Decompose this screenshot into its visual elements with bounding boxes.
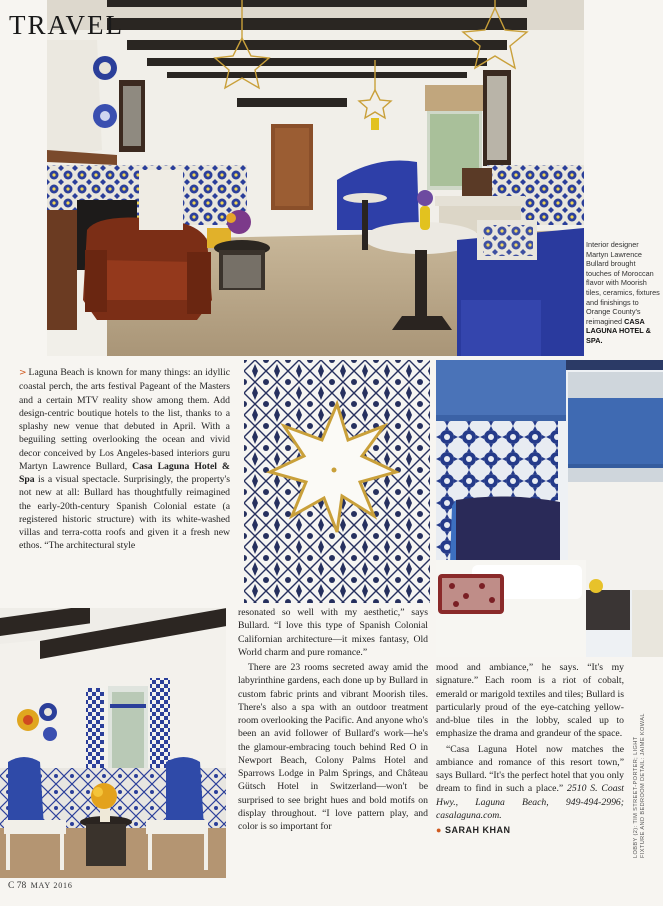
caption-hotel-name: CASA LAGUNA HOTEL & SPA. [586, 316, 651, 345]
photo-caption [586, 240, 662, 346]
intro-text: Laguna Beach is known for many things: an idyllic coastal perch, the arts festival Pageant of the Masters and a certain MTV reality show among them. Add design-centric boutique hotels to the list, thanks to a splashy new venue that debuted in April. With a beguiling setting overlooking the ocean and vivid decor conceived by Los Angeles-based interiors guru Martyn Lawrence Bullard, [19, 367, 230, 472]
col3-paragraph-1: mood and ambiance,” he says. “It's my signature.” Each room is a riot of cobalt, emerald or marigold textiles and tiles; Bullard is particularly proud of the eye-catching yellow-and-blue tiles in the lobby, scaled up to emphasize the drama and grandeur of the space. [436, 662, 624, 740]
copyright-icon: C [8, 881, 15, 891]
article-column-1 [19, 366, 230, 553]
bullet-icon: ● [436, 825, 442, 835]
light-fixture-photo [244, 360, 430, 603]
col2-paragraph-1: resonated so well with my aesthetic,” says Bullard. “I love this type of Spanish Colonial Californian architecture—it mixes fantasy, Old World charm and pure romance.” [238, 607, 428, 658]
intro-text-cont: is a visual spectacle. Surprisingly, the property's not new at all: Bullard has thoughtfully reimagined the early-20th-century Spanish Colonial estate (a registered historic structure) with its white-washed villas and terra-cotta roofs and given it a fresh new ethos. “The architectural style [19, 474, 231, 552]
page-number: 78 [16, 881, 27, 891]
article-column-3 [436, 661, 624, 837]
author-name: SARAH KHAN [444, 825, 511, 835]
issue-date: MAY 2016 [30, 881, 73, 890]
hotel-name-bold: Casa Laguna Hotel & Spa [19, 460, 231, 485]
col2-paragraph-2: There are 23 rooms secreted away amid the labyrinthine gardens, each done up by Bullard in custom fabric prints and vibrant Moorish tiles. There's also a spa with an outdoor treatment room overlooking the Pacific. And anyone who's been an avid follower of Bullard's work—he's the glamour-embracing touch behind Red O in Newport Beach, Colony Palms Hotel and Sparrows Lodge in Palm Springs, and Château Gütsch Hotel in Switzerland—won't be surprised to see bright hues and bold motifs on display throughout. “I love pattern play, and color is so important for [238, 662, 428, 832]
byline [436, 824, 624, 837]
lobby-photo [47, 0, 584, 356]
address-line: 2510 S. Coast Hwy., Laguna Beach, 949-494-2996; casalaguna.com. [436, 783, 624, 821]
arrow-icon: > [19, 368, 27, 378]
caption-text: Interior designer Martyn Lawrence Bullard brought touches of Moroccan flavor with Moorish tiles, ceramics, fixtures and finishings to Orange County's reimagined [586, 240, 660, 326]
col3-paragraph-2: “Casa Laguna Hotel now matches the ambiance and romance of this resort town,” says Bullard. “It's the perfect hotel that you only dream to find in such a place.” [436, 743, 624, 795]
section-title: TRAVEL [9, 10, 125, 40]
article-column-2 [238, 606, 428, 833]
photo-credit: LOBBY (2): TIM STREET-PORTER; LIGHT FIXTURE AND BEDROOM DETAIL: JAIME KOWAL [633, 713, 646, 858]
sitting-area-photo [0, 608, 226, 878]
page-folio [8, 881, 73, 891]
bedroom-photo [436, 360, 663, 657]
